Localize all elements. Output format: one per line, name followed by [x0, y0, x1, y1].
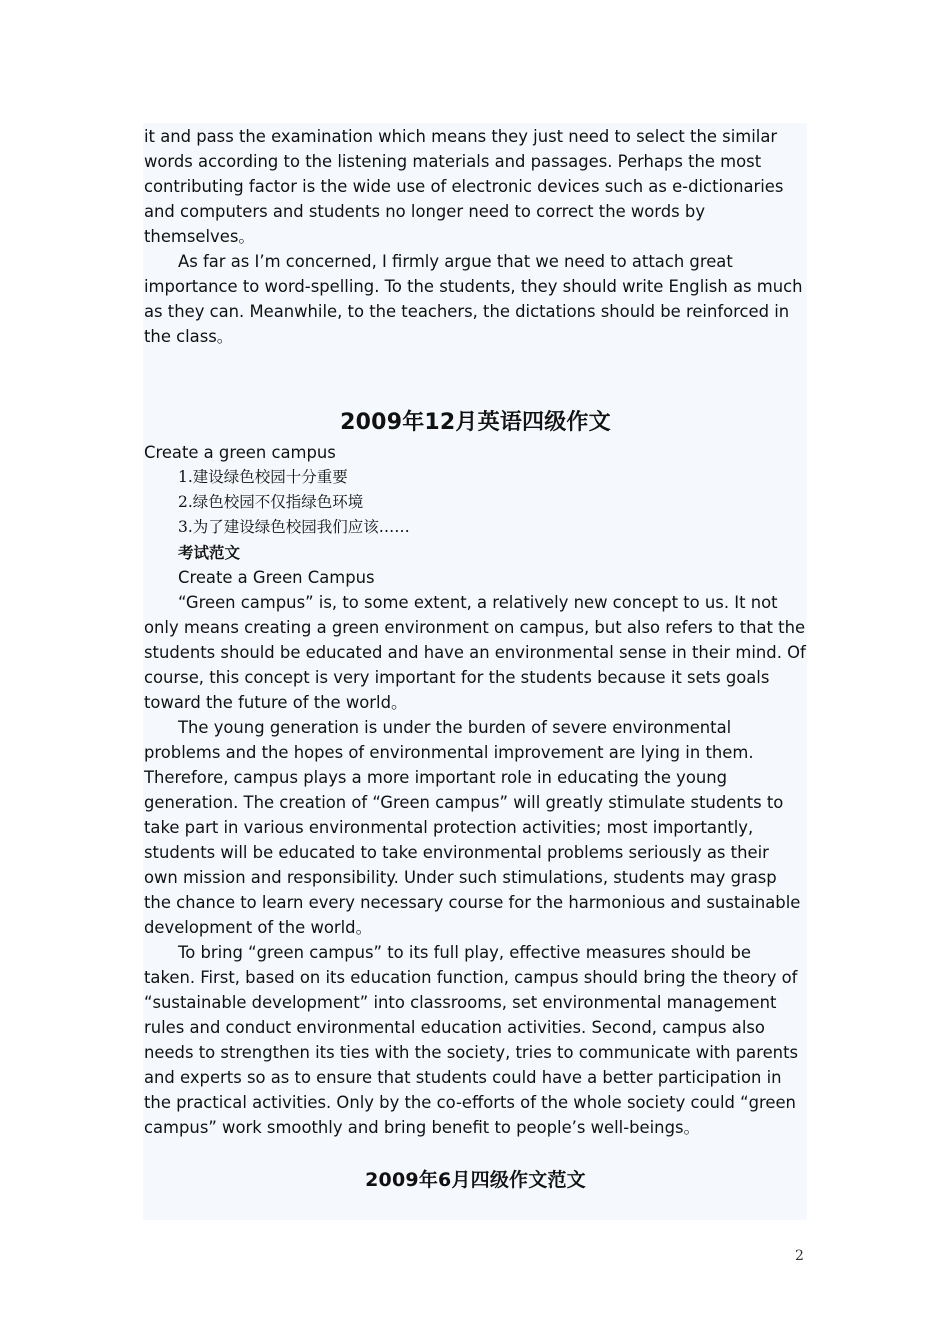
- sample-essay-label: 考试范文: [178, 543, 241, 562]
- essay-title: Create a Green Campus: [178, 568, 375, 587]
- continued-paragraph-1: it and pass the examination which means they just need to select the similar words according to the listening materials and passages. Perhaps the most contributing factor is the wide use of electronic devices such as e-dictionaries and computers and students no longer need to correct the words by themselves。: [144, 127, 784, 246]
- outline-item-1: 1.建设绿色校园十分重要: [178, 468, 348, 486]
- continued-paragraph-2: As far as I’m concerned, I firmly argue that we need to attach great importance to word-spelling. To the students, they should write English as much as they can. Meanwhile, to the teachers, the dictations should be reinforced in the class。: [144, 252, 803, 346]
- outline-item-2: 2.绿色校园不仅指绿色环境: [178, 493, 364, 511]
- essay-paragraph-1: “Green campus” is, to some extent, a relatively new concept to us. It not only means creating a green environment on campus, but also refers to that the students should be educated and have an environmental sense in their mind. Of course, this concept is very important for the students because it sets goals toward the future of the world。: [144, 593, 806, 712]
- essay-paragraph-3: To bring “green campus” to its full play, effective measures should be taken. First, based on its education function, campus should bring the theory of “sustainable development” into classrooms, set environmental management rules and conduct environmental education activities. Second, campus also needs to strengthen its ties with the society, tries to communicate with parents and experts so as to ensure that students could have a better participation in the practical activities. Only by the co-efforts of the whole society could “green campus” work smoothly and bring benefit to people’s well-beings。: [144, 943, 799, 1137]
- page-number: 2: [795, 1248, 804, 1264]
- section-heading-dec-2009: 2009年12月英语四级作文: [340, 410, 611, 435]
- document-body: [143, 123, 807, 1220]
- outline-item-3: 3.为了建设绿色校园我们应该……: [178, 518, 410, 536]
- section-heading-jun-2009: 2009年6月四级作文范文: [365, 1169, 586, 1191]
- essay-topic: Create a green campus: [144, 443, 336, 462]
- section-spacer: [144, 349, 807, 399]
- essay-paragraph-2: The young generation is under the burden of severe environmental problems and the hopes of environmental improvement are lying in them. Therefore, campus plays a more important role in educating the young generation. The creation of “Green campus” will greatly stimulate students to take part in various environmental protection activities; most importantly, students will be educated to take environmental problems seriously as their own mission and responsibility. Under such stimulations, students may grasp the chance to learn every necessary course for the harmonious and sustainable development of the world。: [144, 718, 801, 937]
